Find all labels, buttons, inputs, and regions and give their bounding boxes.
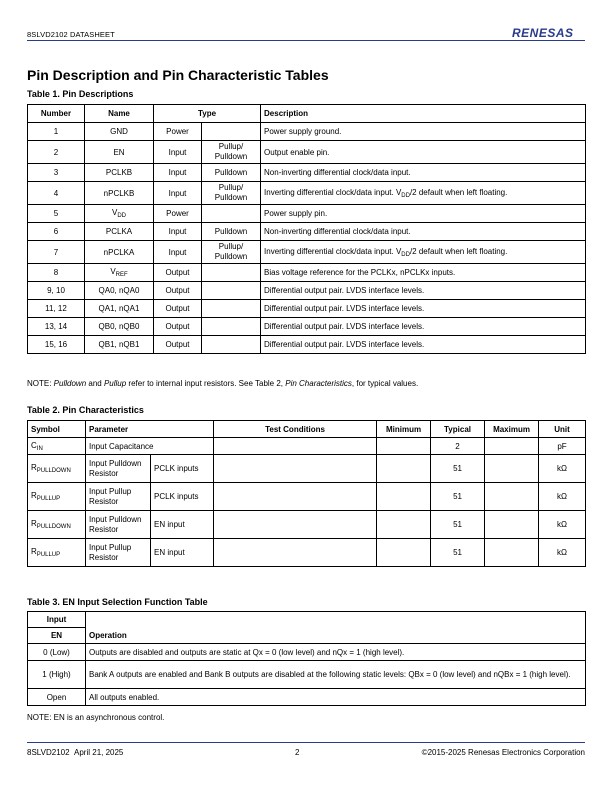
max-cell [485,483,539,511]
pin-number-cell: 5 [28,205,85,223]
table-row [28,223,586,241]
pin-description-cell: Non-inverting differential clock/data input. [261,164,586,182]
pin-type-cell: Output [154,300,202,318]
footer-date: April 21, 2025 [74,748,124,757]
pin-number-cell: 11, 12 [28,300,85,318]
table2-caption: Table 2. Pin Characteristics [27,405,144,415]
en-value-cell: 0 (Low) [28,644,86,661]
renesas-logo [512,26,586,45]
pin-number-cell: 6 [28,223,85,241]
unit-cell: pF [539,438,586,455]
pin-name-cell: $V_{DD}$ [85,205,154,223]
pin-name-cell: PCLKB [85,164,154,182]
col-minimum: Minimum [377,421,431,438]
pin-resistor-cell [202,300,261,318]
col-typical: Typical [431,421,485,438]
table-row [28,438,586,455]
table-row [28,336,586,354]
test-cell [214,483,377,511]
pin-resistor-cell: Pulldown [202,164,261,182]
header-rule [27,40,585,41]
pin-type-cell: Input [154,164,202,182]
col-unit: Unit [539,421,586,438]
symbol-cell: $R_{PULLDOWN}$ [28,511,86,539]
col-operation-top [86,612,586,628]
footer-copyright: ©2015-2025 Renesas Electronics Corporation [421,748,585,757]
pin-descriptions-table [27,104,586,354]
condition-cell: PCLK inputs [151,483,214,511]
pin-characteristics-table [27,420,586,567]
table1-note: NOTE: Pulldown and Pullup refer to internal input resistors. See Table 2, Pin Characteristics, for typical values. [27,379,419,388]
col-maximum: Maximum [485,421,539,438]
table-row [28,511,586,539]
col-name: Name [85,105,154,123]
condition-cell: EN input [151,539,214,567]
col-number: Number [28,105,85,123]
unit-cell: kΩ [539,511,586,539]
pin-number-cell: 9, 10 [28,282,85,300]
pin-description-cell: Differential output pair. LVDS interface levels. [261,336,586,354]
pin-number-cell: 15, 16 [28,336,85,354]
max-cell [485,438,539,455]
footer-part: 8SLVD2102 [27,748,70,757]
pin-resistor-cell: Pullup/ Pulldown [202,182,261,205]
min-cell [377,511,431,539]
pin-name-cell: QB1, nQB1 [85,336,154,354]
table-row [28,689,586,706]
typ-cell: 51 [431,539,485,567]
operation-cell: All outputs enabled. [86,689,586,706]
table-row [28,661,586,689]
max-cell [485,511,539,539]
test-cell [214,511,377,539]
parameter-cell: Input Capacitance [86,438,214,455]
max-cell [485,539,539,567]
table-row [28,282,586,300]
footer-part-date [27,748,123,757]
pin-type-cell: Input [154,241,202,264]
operation-cell: Bank A outputs are enabled and Bank B outputs are disabled at the following static levels: QBx = 0 (low level) and nQBx = 1 (high level). [86,661,586,689]
pin-number-cell: 4 [28,182,85,205]
table-row [28,205,586,223]
header-doc-title: 8SLVD2102 DATASHEET [27,30,115,39]
parameter-cell: Input Pullup Resistor [86,539,151,567]
operation-cell: Outputs are disabled and outputs are static at Qx = 0 (low level) and nQx = 1 (high level). [86,644,586,661]
symbol-cell: $R_{PULLUP}$ [28,483,86,511]
pin-description-cell: Non-inverting differential clock/data input. [261,223,586,241]
pin-resistor-cell [202,318,261,336]
table-row [28,164,586,182]
parameter-cell: Input Pullup Resistor [86,483,151,511]
min-cell [377,438,431,455]
pin-resistor-cell [202,123,261,141]
min-cell [377,483,431,511]
min-cell [377,455,431,483]
table-row [28,539,586,567]
table-row [28,123,586,141]
table-row [28,241,586,264]
section-title: Pin Description and Pin Characteristic Tables [27,67,329,83]
pin-description-cell: Differential output pair. LVDS interface levels. [261,318,586,336]
pin-number-cell: 2 [28,141,85,164]
table-row [28,455,586,483]
pin-name-cell: nPCLKA [85,241,154,264]
test-cell [214,539,377,567]
table1-caption: Table 1. Pin Descriptions [27,89,134,99]
symbol-cell: $C_{IN}$ [28,438,86,455]
test-cell [214,455,377,483]
pin-resistor-cell [202,264,261,282]
table-row [28,182,586,205]
pin-resistor-cell [202,205,261,223]
pin-description-cell: Output enable pin. [261,141,586,164]
condition-cell: PCLK inputs [151,455,214,483]
pin-type-cell: Power [154,123,202,141]
condition-cell: EN input [151,511,214,539]
pin-description-cell: Differential output pair. LVDS interface levels. [261,300,586,318]
en-function-table [27,611,586,706]
pin-number-cell: 3 [28,164,85,182]
pin-type-cell: Input [154,182,202,205]
pin-number-cell: 1 [28,123,85,141]
col-operation: Operation [86,628,586,644]
table-row [28,300,586,318]
table-row [28,141,586,164]
pin-name-cell: GND [85,123,154,141]
pin-description-cell: Inverting differential clock/data input. $V_{DD}/2$ default when left floating. [261,182,586,205]
pin-resistor-cell [202,336,261,354]
col-type: Type [154,105,261,123]
pin-description-cell: Bias voltage reference for the PCLKx, nPCLKx inputs. [261,264,586,282]
table-row [28,264,586,282]
col-parameter: Parameter [86,421,214,438]
unit-cell: kΩ [539,539,586,567]
table3-caption: Table 3. EN Input Selection Function Table [27,597,208,607]
typ-cell: 51 [431,455,485,483]
min-cell [377,539,431,567]
pin-description-cell: Inverting differential clock/data input. $V_{DD}/2$ default when left floating. [261,241,586,264]
symbol-cell: $R_{PULLUP}$ [28,539,86,567]
pin-name-cell: $V_{REF}$ [85,264,154,282]
pin-type-cell: Power [154,205,202,223]
col-en: EN [28,628,86,644]
pin-type-cell: Output [154,336,202,354]
pin-resistor-cell: Pullup/ Pulldown [202,141,261,164]
pin-name-cell: EN [85,141,154,164]
col-description: Description [261,105,586,123]
symbol-cell: $R_{PULLDOWN}$ [28,455,86,483]
max-cell [485,455,539,483]
typ-cell: 51 [431,511,485,539]
pin-name-cell: PCLKA [85,223,154,241]
test-cell [214,438,377,455]
typ-cell: 51 [431,483,485,511]
pin-description-cell: Differential output pair. LVDS interface levels. [261,282,586,300]
svg-text:RENESAS: RENESAS [512,26,574,40]
pin-resistor-cell: Pulldown [202,223,261,241]
footer-page-number: 2 [295,748,300,757]
pin-resistor-cell [202,282,261,300]
unit-cell: kΩ [539,455,586,483]
typ-cell: 2 [431,438,485,455]
pin-type-cell: Output [154,282,202,300]
pin-name-cell: QA0, nQA0 [85,282,154,300]
pin-name-cell: QB0, nQB0 [85,318,154,336]
table-row [28,318,586,336]
pin-type-cell: Input [154,141,202,164]
pin-resistor-cell: Pullup/ Pulldown [202,241,261,264]
col-test-conditions: Test Conditions [214,421,377,438]
pin-type-cell: Output [154,318,202,336]
pin-type-cell: Output [154,264,202,282]
pin-type-cell: Input [154,223,202,241]
footer-rule [27,742,585,743]
pin-name-cell: nPCLKB [85,182,154,205]
parameter-cell: Input Pulldown Resistor [86,511,151,539]
pin-name-cell: QA1, nQA1 [85,300,154,318]
parameter-cell: Input Pulldown Resistor [86,455,151,483]
col-input: Input [28,612,86,628]
col-symbol: Symbol [28,421,86,438]
unit-cell: kΩ [539,483,586,511]
pin-description-cell: Power supply ground. [261,123,586,141]
pin-description-cell: Power supply pin. [261,205,586,223]
pin-number-cell: 7 [28,241,85,264]
en-value-cell: 1 (High) [28,661,86,689]
table-row [28,644,586,661]
pin-number-cell: 8 [28,264,85,282]
pin-number-cell: 13, 14 [28,318,85,336]
table-row [28,483,586,511]
table3-note: NOTE: EN is an asynchronous control. [27,713,165,722]
en-value-cell: Open [28,689,86,706]
